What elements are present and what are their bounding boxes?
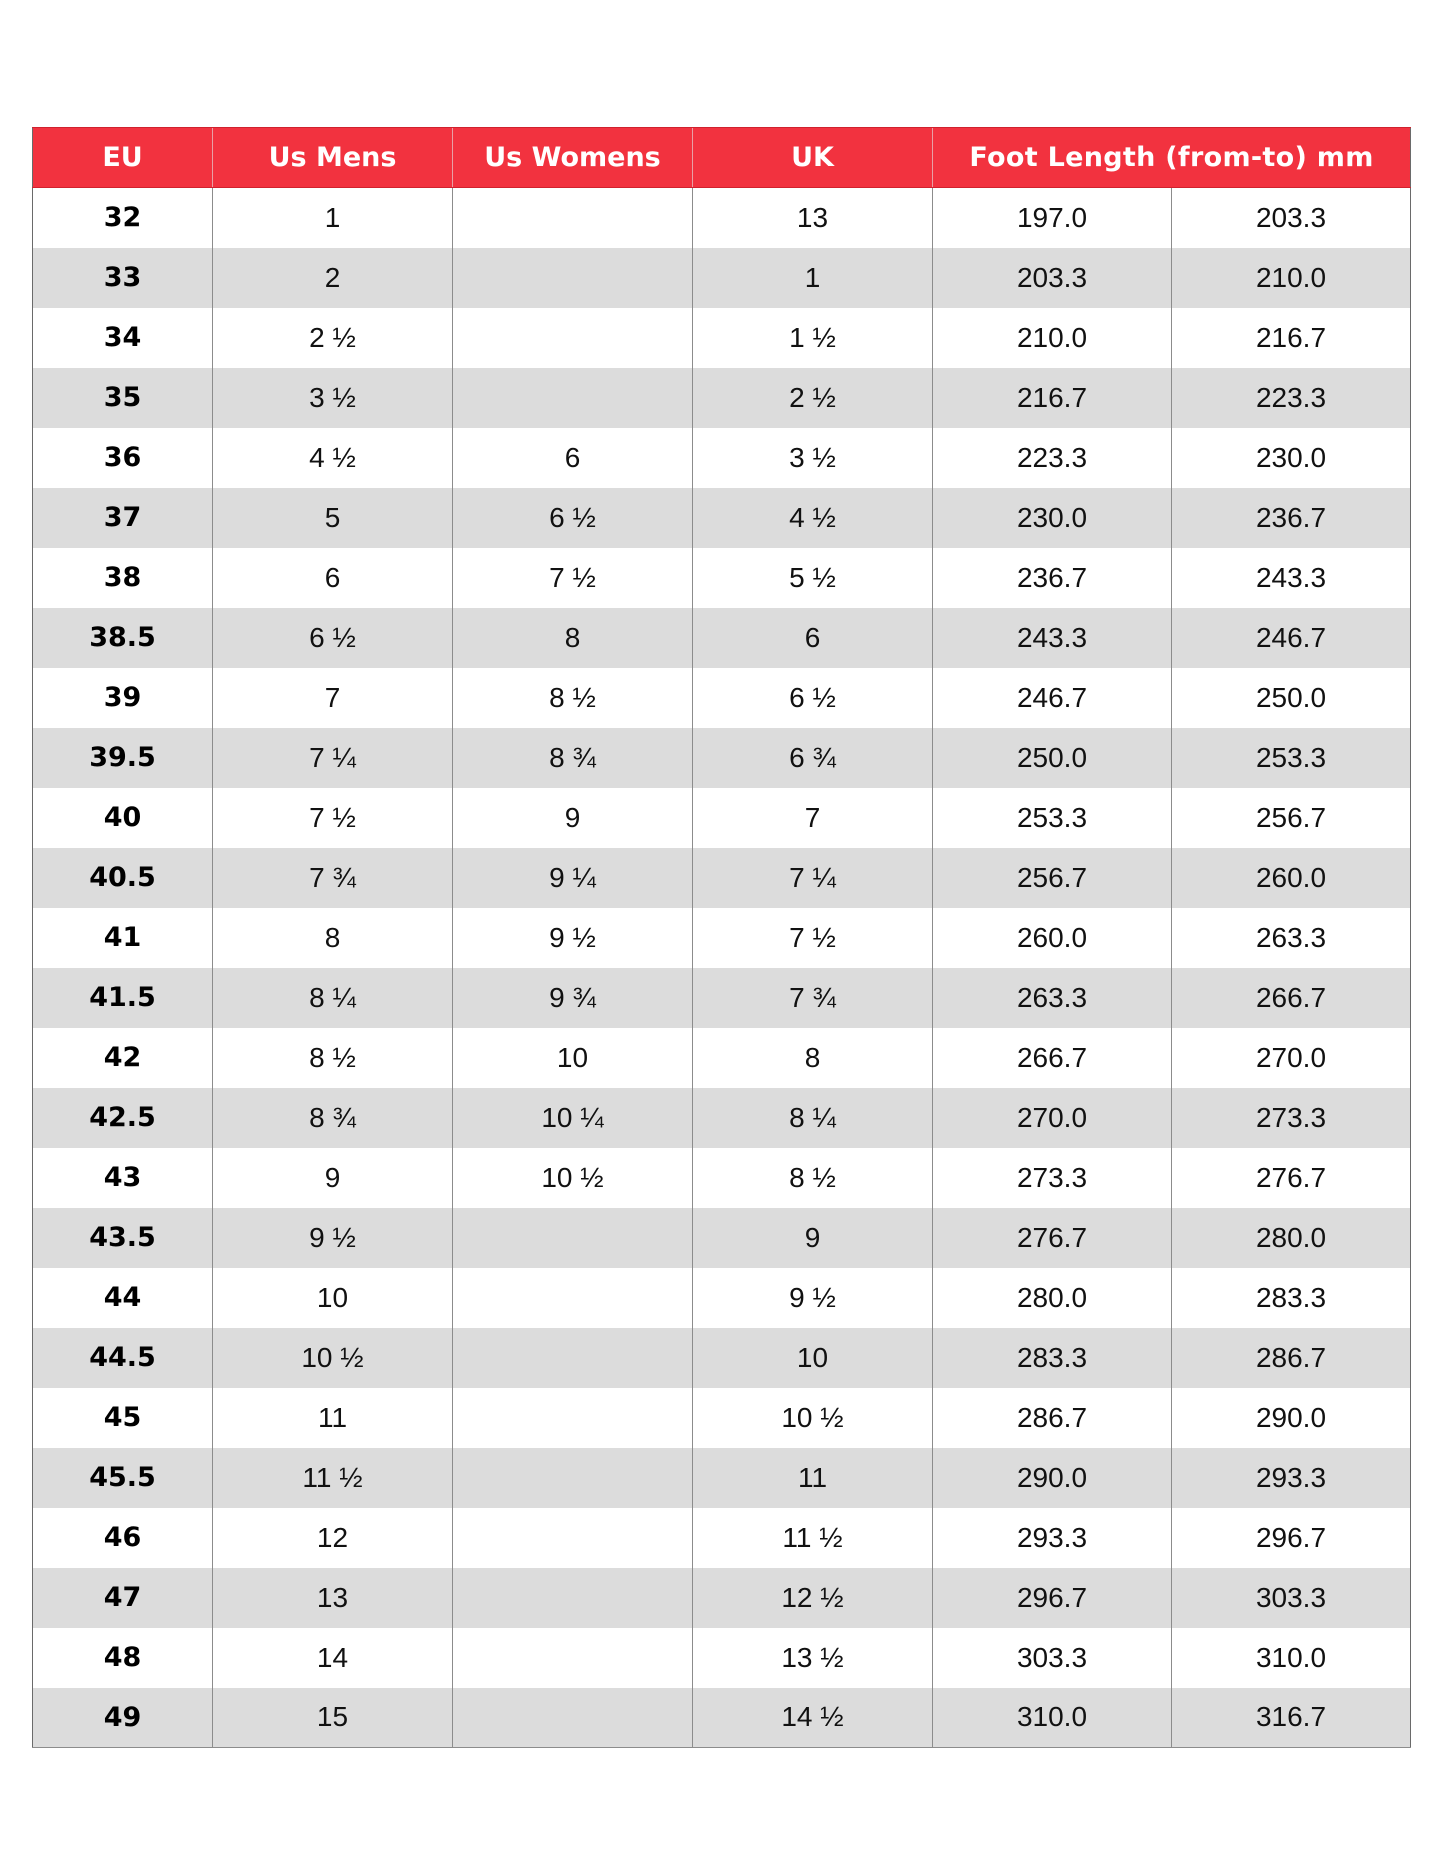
cell-eu: 40 — [33, 788, 213, 848]
cell-foot-length-to: 236.7 — [1172, 488, 1411, 548]
cell-us-mens: 9 ½ — [213, 1208, 453, 1268]
cell-eu: 39 — [33, 668, 213, 728]
header-uk: UK — [693, 128, 933, 188]
table-row — [33, 908, 1411, 968]
cell-eu: 41.5 — [33, 968, 213, 1028]
cell-foot-length-to: 286.7 — [1172, 1328, 1411, 1388]
cell-foot-length-to: 290.0 — [1172, 1388, 1411, 1448]
cell-foot-length-from: 250.0 — [933, 728, 1172, 788]
cell-uk: 9 ½ — [693, 1268, 933, 1328]
cell-foot-length-from: 286.7 — [933, 1388, 1172, 1448]
table-row — [33, 428, 1411, 488]
cell-uk: 7 — [693, 788, 933, 848]
cell-eu: 40.5 — [33, 848, 213, 908]
table-row — [33, 1628, 1411, 1688]
cell-foot-length-to: 276.7 — [1172, 1148, 1411, 1208]
cell-eu: 33 — [33, 248, 213, 308]
cell-us-mens: 7 ¾ — [213, 848, 453, 908]
cell-foot-length-to: 203.3 — [1172, 188, 1411, 248]
cell-us-womens: 10 — [453, 1028, 693, 1088]
cell-foot-length-to: 256.7 — [1172, 788, 1411, 848]
cell-foot-length-from: 246.7 — [933, 668, 1172, 728]
cell-eu: 36 — [33, 428, 213, 488]
cell-foot-length-to: 303.3 — [1172, 1568, 1411, 1628]
table-body — [33, 188, 1411, 1748]
cell-uk: 13 ½ — [693, 1628, 933, 1688]
cell-eu: 46 — [33, 1508, 213, 1568]
cell-us-mens: 7 ½ — [213, 788, 453, 848]
cell-foot-length-from: 210.0 — [933, 308, 1172, 368]
cell-us-mens: 10 ½ — [213, 1328, 453, 1388]
cell-foot-length-from: 293.3 — [933, 1508, 1172, 1568]
cell-foot-length-from: 203.3 — [933, 248, 1172, 308]
cell-us-mens: 10 — [213, 1268, 453, 1328]
cell-us-womens: 9 ½ — [453, 908, 693, 968]
table-row — [33, 1508, 1411, 1568]
cell-uk: 7 ¾ — [693, 968, 933, 1028]
cell-eu: 39.5 — [33, 728, 213, 788]
cell-eu: 47 — [33, 1568, 213, 1628]
cell-foot-length-to: 210.0 — [1172, 248, 1411, 308]
header-us-womens: Us Womens — [453, 128, 693, 188]
cell-us-womens — [453, 368, 693, 428]
cell-foot-length-from: 243.3 — [933, 608, 1172, 668]
cell-foot-length-to: 283.3 — [1172, 1268, 1411, 1328]
header-row — [33, 128, 1411, 188]
cell-uk: 1 ½ — [693, 308, 933, 368]
cell-foot-length-from: 280.0 — [933, 1268, 1172, 1328]
cell-uk: 6 ¾ — [693, 728, 933, 788]
cell-foot-length-to: 250.0 — [1172, 668, 1411, 728]
cell-us-mens: 8 ½ — [213, 1028, 453, 1088]
table-row — [33, 788, 1411, 848]
cell-us-womens: 10 ½ — [453, 1148, 693, 1208]
cell-foot-length-to: 293.3 — [1172, 1448, 1411, 1508]
cell-us-womens — [453, 1328, 693, 1388]
cell-us-mens: 4 ½ — [213, 428, 453, 488]
cell-foot-length-from: 276.7 — [933, 1208, 1172, 1268]
cell-foot-length-to: 260.0 — [1172, 848, 1411, 908]
table-row — [33, 668, 1411, 728]
cell-foot-length-to: 266.7 — [1172, 968, 1411, 1028]
cell-uk: 6 — [693, 608, 933, 668]
table-row — [33, 1388, 1411, 1448]
cell-uk: 7 ¼ — [693, 848, 933, 908]
cell-us-womens — [453, 1388, 693, 1448]
cell-us-mens: 1 — [213, 188, 453, 248]
cell-foot-length-from: 253.3 — [933, 788, 1172, 848]
cell-us-womens — [453, 1268, 693, 1328]
table-row — [33, 608, 1411, 668]
cell-foot-length-to: 316.7 — [1172, 1688, 1411, 1748]
cell-us-womens — [453, 248, 693, 308]
cell-us-mens: 6 ½ — [213, 608, 453, 668]
cell-uk: 8 ½ — [693, 1148, 933, 1208]
cell-us-womens: 6 ½ — [453, 488, 693, 548]
cell-foot-length-from: 197.0 — [933, 188, 1172, 248]
cell-foot-length-to: 263.3 — [1172, 908, 1411, 968]
cell-us-mens: 8 ¼ — [213, 968, 453, 1028]
cell-foot-length-from: 256.7 — [933, 848, 1172, 908]
cell-us-mens: 2 — [213, 248, 453, 308]
table-row — [33, 968, 1411, 1028]
cell-foot-length-to: 270.0 — [1172, 1028, 1411, 1088]
cell-eu: 44.5 — [33, 1328, 213, 1388]
cell-us-womens: 6 — [453, 428, 693, 488]
cell-eu: 41 — [33, 908, 213, 968]
cell-us-womens: 8 ½ — [453, 668, 693, 728]
cell-us-mens: 2 ½ — [213, 308, 453, 368]
cell-foot-length-to: 296.7 — [1172, 1508, 1411, 1568]
table-row — [33, 368, 1411, 428]
cell-eu: 49 — [33, 1688, 213, 1748]
cell-us-womens: 9 ¼ — [453, 848, 693, 908]
cell-foot-length-from: 310.0 — [933, 1688, 1172, 1748]
cell-foot-length-to: 230.0 — [1172, 428, 1411, 488]
cell-eu: 42.5 — [33, 1088, 213, 1148]
cell-uk: 5 ½ — [693, 548, 933, 608]
cell-us-mens: 6 — [213, 548, 453, 608]
size-chart-table — [32, 127, 1411, 1748]
cell-eu: 34 — [33, 308, 213, 368]
cell-foot-length-from: 296.7 — [933, 1568, 1172, 1628]
cell-us-mens: 15 — [213, 1688, 453, 1748]
cell-foot-length-to: 216.7 — [1172, 308, 1411, 368]
cell-eu: 44 — [33, 1268, 213, 1328]
cell-us-mens: 12 — [213, 1508, 453, 1568]
cell-us-womens: 9 — [453, 788, 693, 848]
cell-uk: 8 — [693, 1028, 933, 1088]
cell-us-womens — [453, 1568, 693, 1628]
cell-foot-length-to: 223.3 — [1172, 368, 1411, 428]
table-row — [33, 248, 1411, 308]
cell-foot-length-from: 303.3 — [933, 1628, 1172, 1688]
cell-foot-length-to: 243.3 — [1172, 548, 1411, 608]
table-row — [33, 1568, 1411, 1628]
cell-uk: 4 ½ — [693, 488, 933, 548]
cell-uk: 11 ½ — [693, 1508, 933, 1568]
cell-uk: 12 ½ — [693, 1568, 933, 1628]
cell-foot-length-to: 253.3 — [1172, 728, 1411, 788]
cell-us-mens: 5 — [213, 488, 453, 548]
table-row — [33, 1148, 1411, 1208]
table-header — [33, 128, 1411, 188]
cell-foot-length-from: 273.3 — [933, 1148, 1172, 1208]
header-us-mens: Us Mens — [213, 128, 453, 188]
cell-us-womens — [453, 1508, 693, 1568]
cell-eu: 43.5 — [33, 1208, 213, 1268]
cell-us-mens: 3 ½ — [213, 368, 453, 428]
cell-us-womens — [453, 1688, 693, 1748]
cell-foot-length-to: 310.0 — [1172, 1628, 1411, 1688]
cell-eu: 42 — [33, 1028, 213, 1088]
cell-uk: 9 — [693, 1208, 933, 1268]
table-row — [33, 1088, 1411, 1148]
cell-us-womens: 8 — [453, 608, 693, 668]
cell-uk: 2 ½ — [693, 368, 933, 428]
cell-foot-length-from: 290.0 — [933, 1448, 1172, 1508]
table-row — [33, 1268, 1411, 1328]
cell-foot-length-from: 283.3 — [933, 1328, 1172, 1388]
cell-uk: 7 ½ — [693, 908, 933, 968]
cell-us-womens — [453, 1628, 693, 1688]
cell-foot-length-from: 223.3 — [933, 428, 1172, 488]
cell-uk: 13 — [693, 188, 933, 248]
cell-us-mens: 9 — [213, 1148, 453, 1208]
table-row — [33, 1688, 1411, 1748]
cell-us-womens: 10 ¼ — [453, 1088, 693, 1148]
cell-foot-length-from: 270.0 — [933, 1088, 1172, 1148]
cell-foot-length-from: 260.0 — [933, 908, 1172, 968]
cell-us-womens: 9 ¾ — [453, 968, 693, 1028]
cell-us-mens: 8 ¾ — [213, 1088, 453, 1148]
cell-foot-length-from: 263.3 — [933, 968, 1172, 1028]
cell-foot-length-from: 230.0 — [933, 488, 1172, 548]
cell-uk: 11 — [693, 1448, 933, 1508]
cell-eu: 32 — [33, 188, 213, 248]
cell-foot-length-from: 266.7 — [933, 1028, 1172, 1088]
cell-eu: 38.5 — [33, 608, 213, 668]
table-row — [33, 728, 1411, 788]
cell-us-womens — [453, 1208, 693, 1268]
cell-foot-length-from: 236.7 — [933, 548, 1172, 608]
cell-eu: 38 — [33, 548, 213, 608]
cell-foot-length-to: 280.0 — [1172, 1208, 1411, 1268]
cell-us-mens: 11 — [213, 1388, 453, 1448]
cell-eu: 45 — [33, 1388, 213, 1448]
cell-uk: 1 — [693, 248, 933, 308]
table-row — [33, 188, 1411, 248]
table-row — [33, 1208, 1411, 1268]
table-row — [33, 308, 1411, 368]
cell-us-mens: 8 — [213, 908, 453, 968]
cell-us-womens: 7 ½ — [453, 548, 693, 608]
header-foot-length: Foot Length (from-to) mm — [933, 128, 1411, 188]
cell-us-mens: 11 ½ — [213, 1448, 453, 1508]
cell-us-womens: 8 ¾ — [453, 728, 693, 788]
cell-uk: 14 ½ — [693, 1688, 933, 1748]
cell-foot-length-to: 246.7 — [1172, 608, 1411, 668]
cell-eu: 48 — [33, 1628, 213, 1688]
table-row — [33, 1328, 1411, 1388]
cell-uk: 6 ½ — [693, 668, 933, 728]
cell-us-mens: 14 — [213, 1628, 453, 1688]
cell-eu: 35 — [33, 368, 213, 428]
cell-foot-length-to: 273.3 — [1172, 1088, 1411, 1148]
cell-us-mens: 7 ¼ — [213, 728, 453, 788]
cell-us-mens: 13 — [213, 1568, 453, 1628]
cell-eu: 37 — [33, 488, 213, 548]
cell-eu: 43 — [33, 1148, 213, 1208]
cell-us-womens — [453, 188, 693, 248]
cell-us-womens — [453, 308, 693, 368]
table-row — [33, 1448, 1411, 1508]
cell-foot-length-from: 216.7 — [933, 368, 1172, 428]
table-row — [33, 1028, 1411, 1088]
table-row — [33, 848, 1411, 908]
cell-uk: 10 ½ — [693, 1388, 933, 1448]
cell-uk: 10 — [693, 1328, 933, 1388]
table-row — [33, 548, 1411, 608]
cell-us-mens: 7 — [213, 668, 453, 728]
cell-uk: 8 ¼ — [693, 1088, 933, 1148]
cell-us-womens — [453, 1448, 693, 1508]
table-row — [33, 488, 1411, 548]
header-eu: EU — [33, 128, 213, 188]
cell-uk: 3 ½ — [693, 428, 933, 488]
cell-eu: 45.5 — [33, 1448, 213, 1508]
